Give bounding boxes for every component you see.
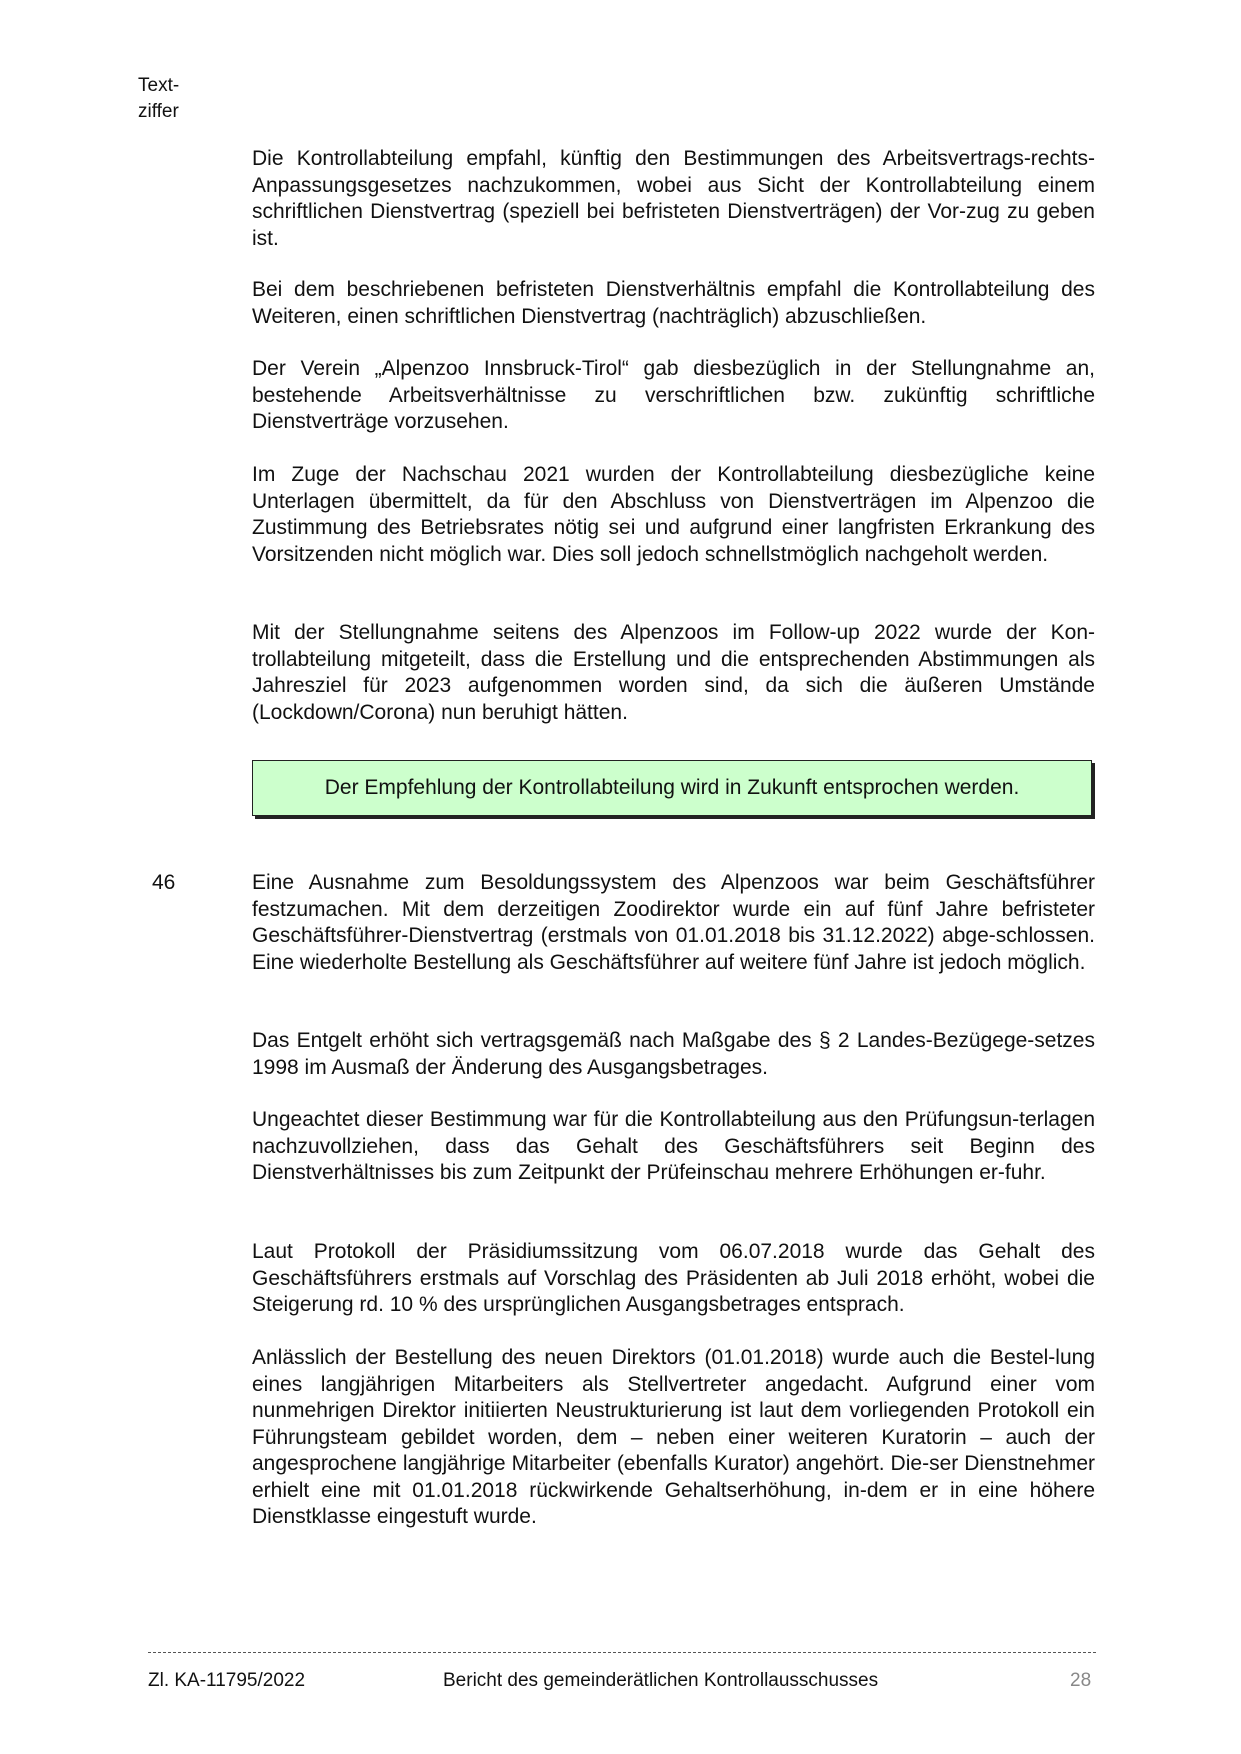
callout-text: Der Empfehlung der Kontrollabteilung wird in Zukunft entsprochen werden.	[324, 776, 1020, 799]
margin-label-textziffer	[138, 73, 179, 125]
paragraph-review-2021: Im Zuge der Nachschau 2021 wurden der Kontrollabteilung diesbezügliche keine Unterlagen übermittelt, da für den Abschluss von Dienstverträgen im Alpenzoo die Zustimmung des Betriebsrates nötig sei und aufgrund einer langfristen Erkrankung des Vorsitzenden nicht möglich war. Dies soll jedoch schnellstmöglich nachgeholt werden.	[252, 463, 1095, 566]
paragraph-salary-adjustment: Das Entgelt erhöht sich vertragsgemäß nach Maßgabe des § 2 Landes-Bezügege-setzes 1998 im Ausmaß der Änderung des Ausgangsbetrages.	[252, 1029, 1095, 1079]
footer-title: Bericht des gemeinderätlichen Kontrollausschusses	[443, 1670, 879, 1691]
paragraph-salary-increases: Ungeachtet dieser Bestimmung war für die Kontrollabteilung aus den Prüfungsun-terlagen nachzuvollziehen, dass das Gehalt des Geschäftsführers seit Beginn des Dienstverhältnisses bis zum Zeitpunkt der Prüfeinschau mehrere Erhöhungen er-fuhr.	[252, 1108, 1095, 1184]
page-number: 28	[1070, 1670, 1092, 1691]
margin-label-line1: Text-	[138, 75, 180, 96]
paragraph-fixed-term-contract: Bei dem beschriebenen befristeten Dienstverhältnis empfahl die Kontrollabteilung des Weiteren, einen schriftlichen Dienstvertrag (nachträglich) abzuschließen.	[252, 278, 1095, 328]
recommendation-callout-box	[252, 760, 1092, 816]
paragraph-exception: Eine Ausnahme zum Besoldungssystem des Alpenzoos war beim Geschäftsführer festzumachen. Mit dem derzeitigen Zoodirektor wurde ein auf fünf Jahre befristeter Geschäftsführer-Dienstvertrag (erstmals von 01.01.2018 bis 31.12.2022) abge-schlossen. Eine wiederholte Bestellung als Geschäftsführer auf weitere fünf Jahre ist jedoch möglich.	[252, 871, 1095, 974]
footer-reference: Zl. KA-11795/2022	[148, 1670, 306, 1691]
paragraph-number: 46	[152, 871, 176, 894]
footer-divider	[148, 1652, 1096, 1653]
paragraph-recommendation: Die Kontrollabteilung empfahl, künftig den Bestimmungen des Arbeitsvertrags-rechts-Anpassungsgesetzes nachzukommen, wobei aus Sicht der Kontrollabteilung einem schriftlichen Dienstvertrag (speziell bei befristeten Dienstverträgen) der Vor-zug zu geben ist.	[252, 147, 1095, 250]
paragraph-board-meeting: Laut Protokoll der Präsidiumssitzung vom 06.07.2018 wurde das Gehalt des Geschäftsführers erstmals auf Vorschlag des Präsidenten ab Juli 2018 erhöht, wobei die Steigerung rd. 10 % des ursprünglichen Ausgangsbetrages entsprach.	[252, 1240, 1095, 1316]
paragraph-statement: Der Verein „Alpenzoo Innsbruck-Tirol“ gab diesbezüglich in der Stellungnahme an, bestehende Arbeitsverhältnisse zu verschriftlichen bzw. zukünftig schriftliche Dienstverträge vorzusehen.	[252, 357, 1095, 433]
margin-label-line2: ziffer	[138, 101, 179, 122]
paragraph-deputy-appointment: Anlässlich der Bestellung des neuen Direktors (01.01.2018) wurde auch die Bestel-lung eines langjährigen Mitarbeiters als Stellvertreter angedacht. Aufgrund einer vom nunmehrigen Direktor initiierten Neustrukturierung ist laut dem vorliegenden Protokoll ein Führungsteam gebildet worden, dem – neben einer weiteren Kuratorin – auch der angesprochene langjährige Mitarbeiter (ebenfalls Kurator) angehört. Die-ser Dienstnehmer erhielt eine mit 01.01.2018 rückwirkende Gehaltserhöhung, in-dem er in eine höhere Dienstklasse eingestuft wurde.	[252, 1346, 1095, 1528]
paragraph-follow-up-2022: Mit der Stellungnahme seitens des Alpenzoos im Follow-up 2022 wurde der Kon-trollabteilung mitgeteilt, dass die Erstellung und die entsprechenden Abstimmungen als Jahresziel für 2023 aufgenommen worden sind, da sich die äußeren Umstände (Lockdown/Corona) nun beruhigt hätten.	[252, 621, 1095, 724]
